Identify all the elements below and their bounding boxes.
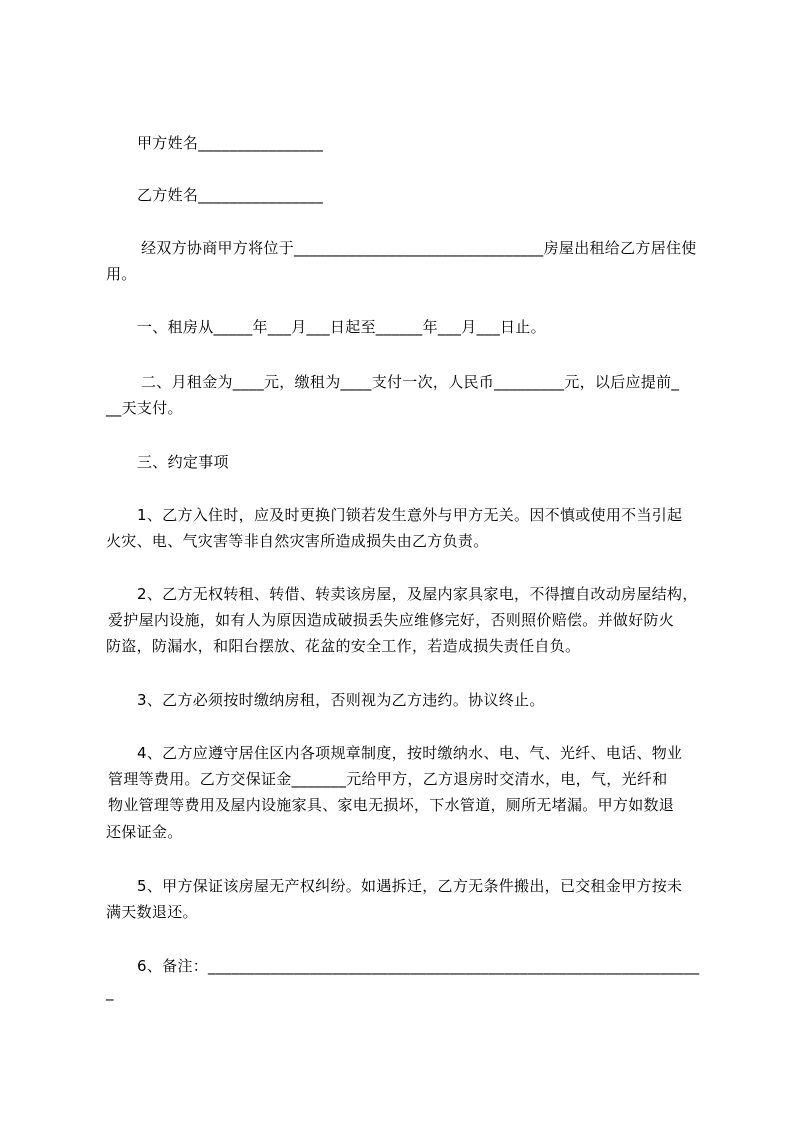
item-4-line-2: 管理等费用。乙方交保证金_______元给甲方，乙方退房时交清水，电，气，光纤和 (108, 770, 668, 788)
item-3-line: 3、乙方必须按时缴纳房租，否则视为乙方违约。协议终止。 (137, 691, 545, 709)
clause-3-heading: 三、约定事项 (137, 453, 229, 471)
item-2-line-1: 2、乙方无权转租、转借、转卖该房屋，及屋内家具家电，不得擅自改动房屋结构， (137, 585, 698, 603)
item-1-line-1: 1、乙方入住时，应及时更换门锁若发生意外与甲方无关。因不慎或使用不当引起 (137, 506, 683, 524)
item-1-line-2: 火灾、电、气灾害等非自然灾害所造成损失由乙方负责。 (106, 532, 489, 550)
intro-paragraph-line-2: 用。 (106, 265, 137, 283)
item-2-line-3: 防盗，防漏水，和阳台摆放、花盆的安全工作，若造成损失责任自负。 (106, 637, 581, 655)
item-5-line-2: 满天数退还。 (106, 903, 198, 921)
clause-2-rent-line-2: __天支付。 (106, 399, 183, 417)
item-4-line-3: 物业管理等费用及屋内设施家具、家电无损坏，下水管道，厕所无堵漏。甲方如数退 (108, 796, 675, 814)
item-6-remarks-line-2: _ (106, 983, 114, 1001)
clause-2-rent-line-1: 二、月租金为____元，缴租为____支付一次，人民币_________元，以后应提前_ (141, 373, 680, 391)
party-a-name-line: 甲方姓名________________ (137, 134, 324, 152)
item-4-line-4: 还保证金。 (106, 823, 183, 841)
clause-1-rental-term: 一、租房从_____年___月___日起至______年___月___日止。 (137, 318, 546, 336)
intro-paragraph-line-1: 经双方协商甲方将位于________________________________房屋出租给乙方居住使 (141, 239, 697, 257)
item-4-line-1: 4、乙方应遵守居住区内各项规章制度，按时缴纳水、电、气、光纤、电话、物业 (137, 744, 683, 762)
item-6-remarks-line-1: 6、备注：_______________________________________________________________ (137, 957, 700, 975)
item-2-line-2: 爱护屋内设施，如有人为原因造成破损丢失应维修完好，否则照价赔偿。并做好防火 (108, 611, 675, 629)
party-b-name-line: 乙方姓名________________ (137, 186, 324, 204)
item-5-line-1: 5、甲方保证该房屋无产权纠纷。如遇拆迁，乙方无条件搬出，已交租金甲方按未 (137, 877, 683, 895)
